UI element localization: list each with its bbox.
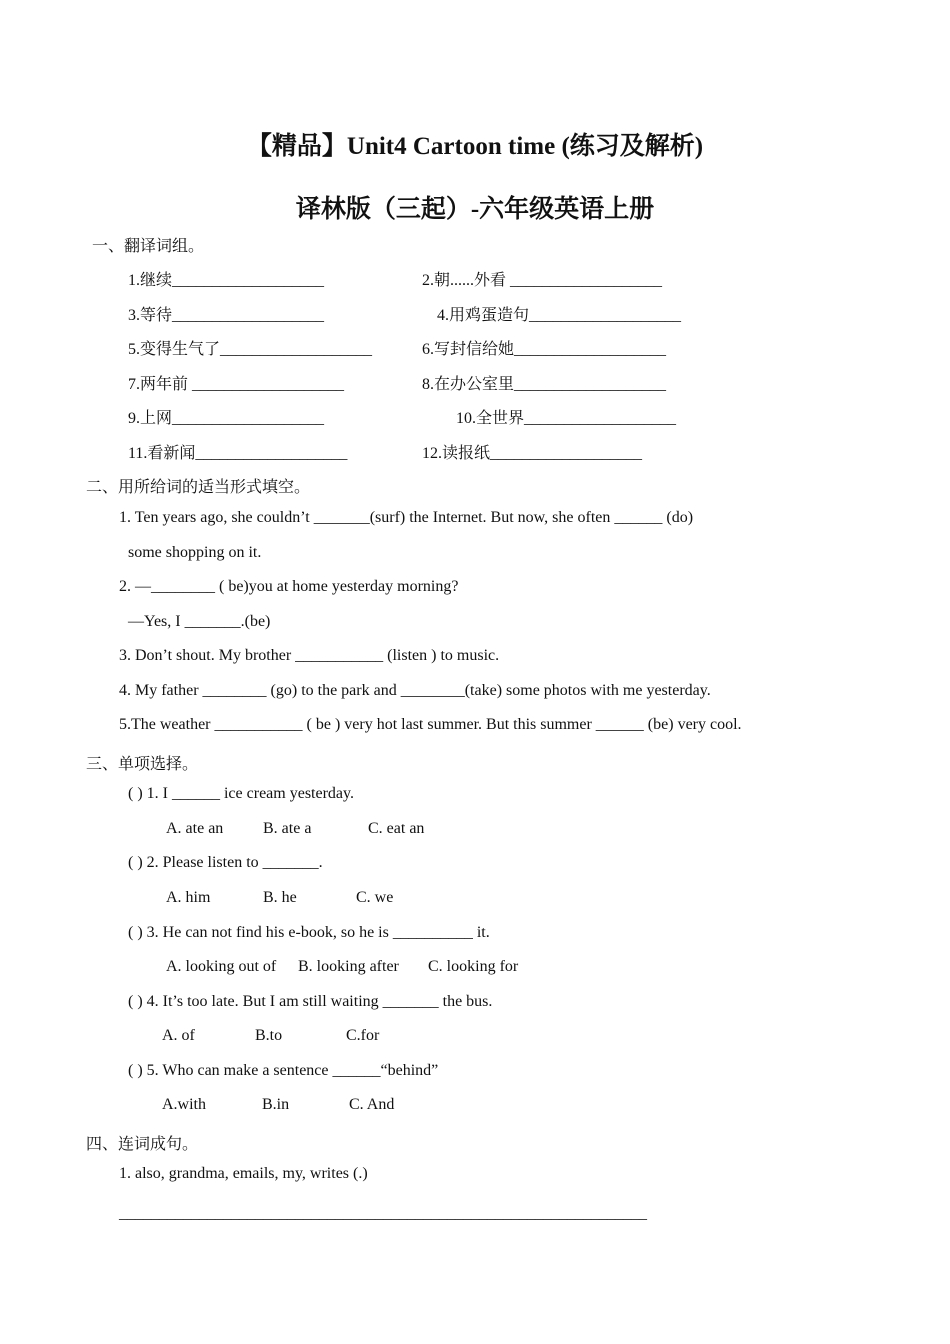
choice-question-3: ( ) 3. He can not find his e-book, so he is __________ it. [128,924,490,941]
fill-line-2: some shopping on it. [128,544,262,561]
choice-question-2: ( ) 2. Please listen to _______. [128,854,323,871]
choice-5-option-a: A.with [162,1096,206,1113]
choice-4-option-b: B.to [255,1027,283,1044]
translate-item-11: 11.看新闻___________________ [128,445,348,462]
choice-2-option-c: C. we [356,889,394,906]
fill-line-6: 4. My father ________ (go) to the park and ________(take) some photos with me yesterday. [119,682,711,699]
choice-5-option-c: C. And [349,1096,395,1113]
sentence-question-1: 1. also, grandma, emails, my, writes (.) [119,1165,368,1182]
translate-item-6: 6.写封信给她___________________ [422,341,667,358]
translate-item-8: 8.在办公室里___________________ [422,376,667,393]
fill-line-7: 5.The weather ___________ ( be ) very hot last summer. But this summer ______ (be) very cool. [119,716,742,733]
page-title: 【精品】Unit4 Cartoon time (练习及解析) [246,133,704,160]
translate-item-4: 4.用鸡蛋造句___________________ [437,307,682,324]
fill-line-5: 3. Don’t shout. My brother ___________ (listen ) to music. [119,647,500,664]
choice-4-option-c: C.for [346,1027,380,1044]
choice-3-option-a: A. looking out of [166,958,277,975]
choice-1-option-a: A. ate an [166,820,224,837]
choice-1-option-c: C. eat an [368,820,425,837]
translate-item-5: 5.变得生气了___________________ [128,341,373,358]
choice-1-option-b: B. ate a [263,820,312,837]
translate-item-1: 1.继续___________________ [128,272,325,289]
translate-item-7: 7.两年前 ___________________ [128,376,345,393]
choice-2-option-b: B. he [263,889,297,906]
choice-question-1: ( ) 1. I ______ ice cream yesterday. [128,785,354,802]
fill-line-4: —Yes, I _______.(be) [128,613,271,630]
section-heading-sentence: 四、连词成句。 [86,1134,199,1153]
translate-item-12: 12.读报纸___________________ [422,445,643,462]
sentence-answer-line[interactable]: __________________________________________________________________ [119,1205,647,1222]
choice-3-option-b: B. looking after [298,958,399,975]
choice-question-4: ( ) 4. It’s too late. But I am still waiting _______ the bus. [128,993,493,1010]
section-heading-choice: 三、单项选择。 [86,754,199,773]
fill-line-1: 1. Ten years ago, she couldn’t _______(surf) the Internet. But now, she often ______ (do) [119,509,694,526]
translate-item-10: 10.全世界___________________ [456,410,677,427]
section-heading-translate: 一、翻译词组。 [92,236,205,255]
page-subtitle: 译林版（三起）-六年级英语上册 [295,196,655,223]
translate-item-3: 3.等待___________________ [128,307,325,324]
fill-line-3: 2. —________ ( be)you at home yesterday morning? [119,578,459,595]
choice-2-option-a: A. him [166,889,211,906]
choice-4-option-a: A. of [162,1027,195,1044]
translate-item-2: 2.朝......外看 ___________________ [422,272,663,289]
section-heading-fill-in: 二、用所给词的适当形式填空。 [86,477,311,496]
choice-question-5: ( ) 5. Who can make a sentence ______“behind” [128,1062,439,1079]
translate-item-9: 9.上网___________________ [128,410,325,427]
choice-5-option-b: B.in [262,1096,290,1113]
choice-3-option-c: C. looking for [428,958,519,975]
